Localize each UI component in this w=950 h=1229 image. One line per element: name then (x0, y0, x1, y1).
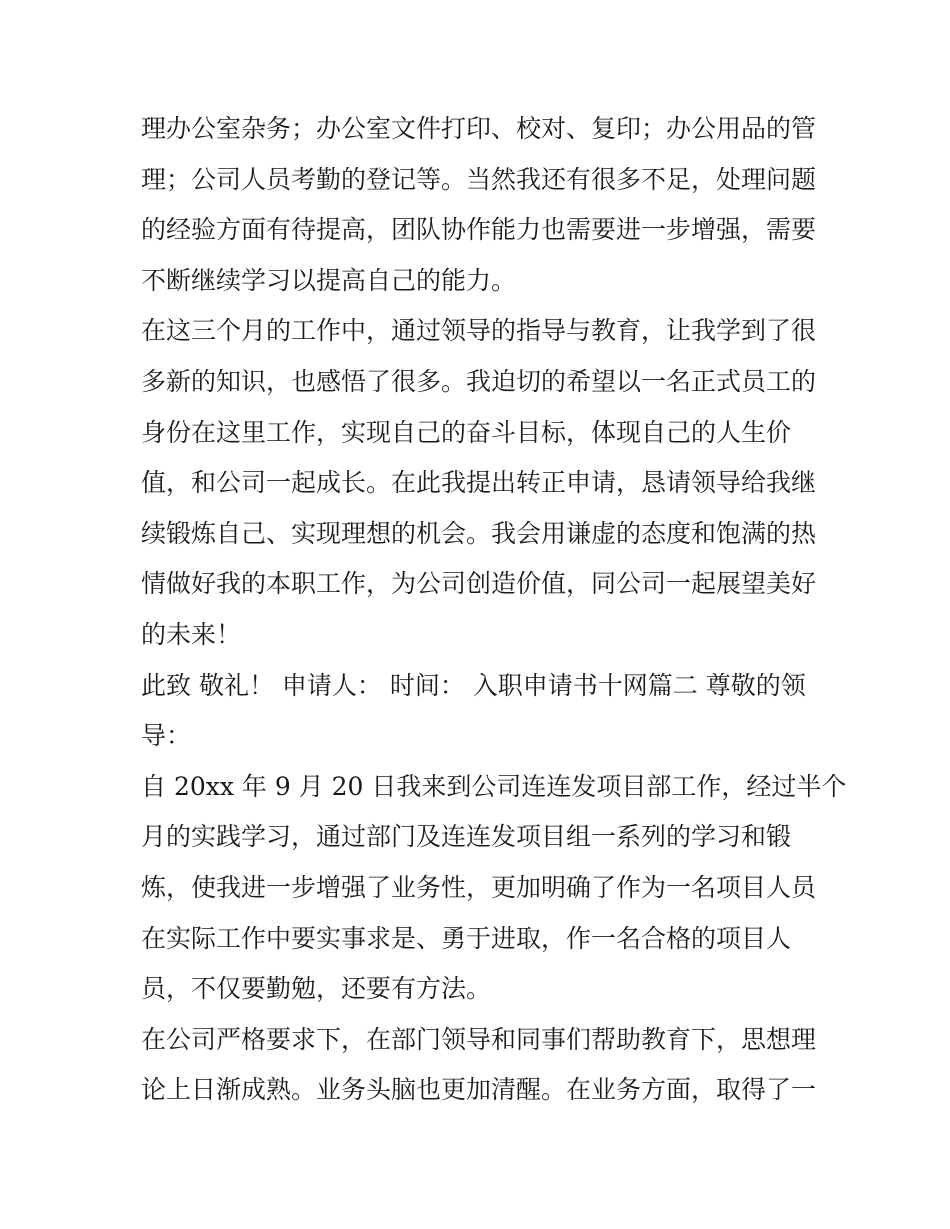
text-line: 的经验方面有待提高，团队协作能力也需要进一步增强，需要 (141, 215, 817, 245)
text-line: 不断继续学习以提高自己的能力。 (141, 265, 517, 295)
text-line: 自 20xx 年 9 月 20 日我来到公司连连发项目部工作，经过半个 (141, 771, 847, 801)
text-line: 在这三个月的工作中，通过领导的指导与教育，让我学到了很 (141, 316, 817, 346)
text-line: 此致 敬礼！ 申请人： 时间： 入职申请书十网篇二 尊敬的领 (141, 670, 806, 700)
paragraph-request (141, 306, 817, 660)
text-line: 炼，使我进一步增强了业务性，更加明确了作为一名项目人员 (141, 872, 817, 902)
document-body (141, 104, 847, 1116)
paragraph-progress (141, 1015, 817, 1116)
text-line: 在公司严格要求下，在部门领导和同事们帮助教育下，思想理 (141, 1024, 817, 1054)
text-line: 值，和公司一起成长。在此我提出转正申请，恳请领导给我继 (141, 468, 817, 498)
text-line: 情做好我的本职工作，为公司创造价值，同公司一起展望美好 (141, 569, 817, 599)
text-line: 在实际工作中要实事求是、勇于进取，作一名合格的项目人 (141, 923, 792, 953)
text-line: 理办公室杂务；办公室文件打印、校对、复印；办公用品的管 (141, 114, 817, 143)
paragraph-start-date (141, 762, 847, 1015)
text-line: 理；公司人员考勤的登记等。当然我还有很多不足，处理问题 (141, 164, 817, 194)
text-line: 的未来！ (141, 619, 242, 649)
text-line: 续锻炼自己、实现理想的机会。我会用谦虚的态度和饱满的热 (141, 518, 817, 548)
text-line: 身份在这里工作，实现自己的奋斗目标，体现自己的人生价 (141, 417, 792, 447)
text-line: 多新的知识，也感悟了很多。我迫切的希望以一名正式员工的 (141, 366, 817, 396)
text-line: 导： (141, 721, 192, 751)
paragraph-closing-and-heading (141, 661, 813, 762)
text-line: 论上日渐成熟。业务头脑也更加清醒。在业务方面，取得了一 (141, 1075, 817, 1105)
text-line: 月的实践学习，通过部门及连连发项目组一系列的学习和锻 (141, 822, 792, 852)
text-line: 员，不仅要勤勉，还要有方法。 (141, 974, 492, 1004)
paragraph-duties (141, 104, 817, 306)
